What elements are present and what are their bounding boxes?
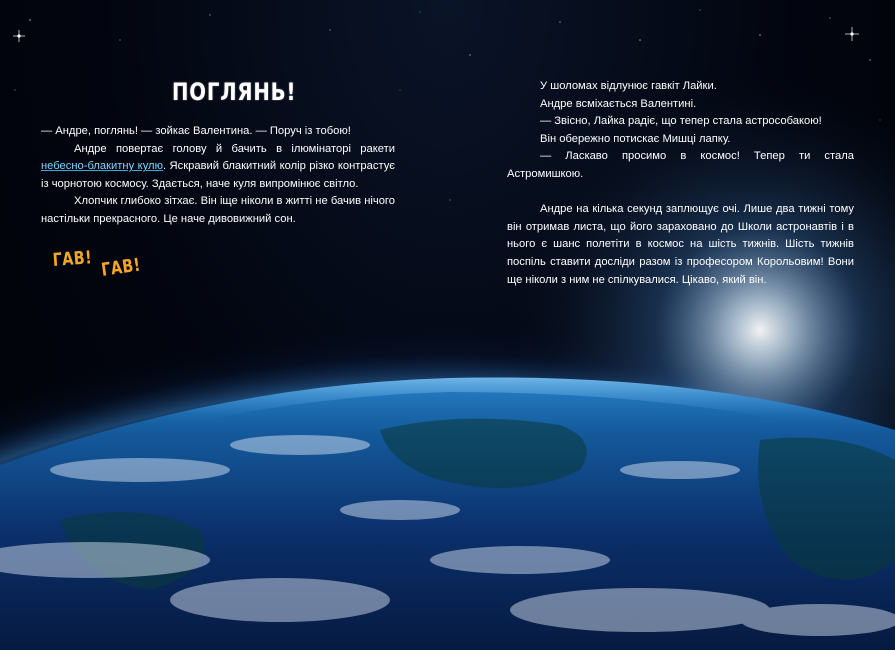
paragraph: Хлопчик глибоко зітхає. Він іще ніколи в житті не бачив нічого настільки прекрасного. Це наче дивовижний сон. [41,195,395,225]
paragraph: У шоломах відлунює гавкіт Лайки. [540,80,717,92]
paragraph: — Звісно, Лайка радіє, що тепер стала астрособакою! [540,115,822,128]
page-title: ПОГЛЯНЬ! [172,78,297,106]
woof-sound-text: ГАВ! [52,247,93,271]
text-run: . Яскравий блакитний колір різко контрастує із чорнотою космосу. Здається, наче куля випромінює світло. [41,160,395,190]
text-run: Андре повертає голову й бачить в ілюмінаторі ракети [74,142,395,155]
paragraph: Андре всміхається Валентині. [540,97,697,110]
left-text-column [41,123,395,229]
right-text-column [507,78,854,289]
woof-sound-text: ГАВ! [100,254,143,281]
paragraph: — Ласкаво просимо в космос! Тепер ти стала Астромишкою. [507,150,854,180]
paragraph: — Андре, поглянь! — зойкає Валентина. — Поруч із тобою! [41,125,351,137]
highlighted-phrase: небесно-блакитну кулю [41,160,163,173]
paragraph: Андре на кілька секунд заплющує очі. Лише два тижні тому він отримав листа, що його зараховано до Школи астронавтів і в нього є шанс полетіти в космос на шість тижнів. Шість тижнів поспіль ставити досліди разом із професором Корольовим! Вони ще ніколи з ним не спілкувалися. Цікаво, який він. [507,203,854,286]
paragraph: Він обережно потискає Мишці лапку. [540,132,731,145]
paragraph [41,141,395,194]
